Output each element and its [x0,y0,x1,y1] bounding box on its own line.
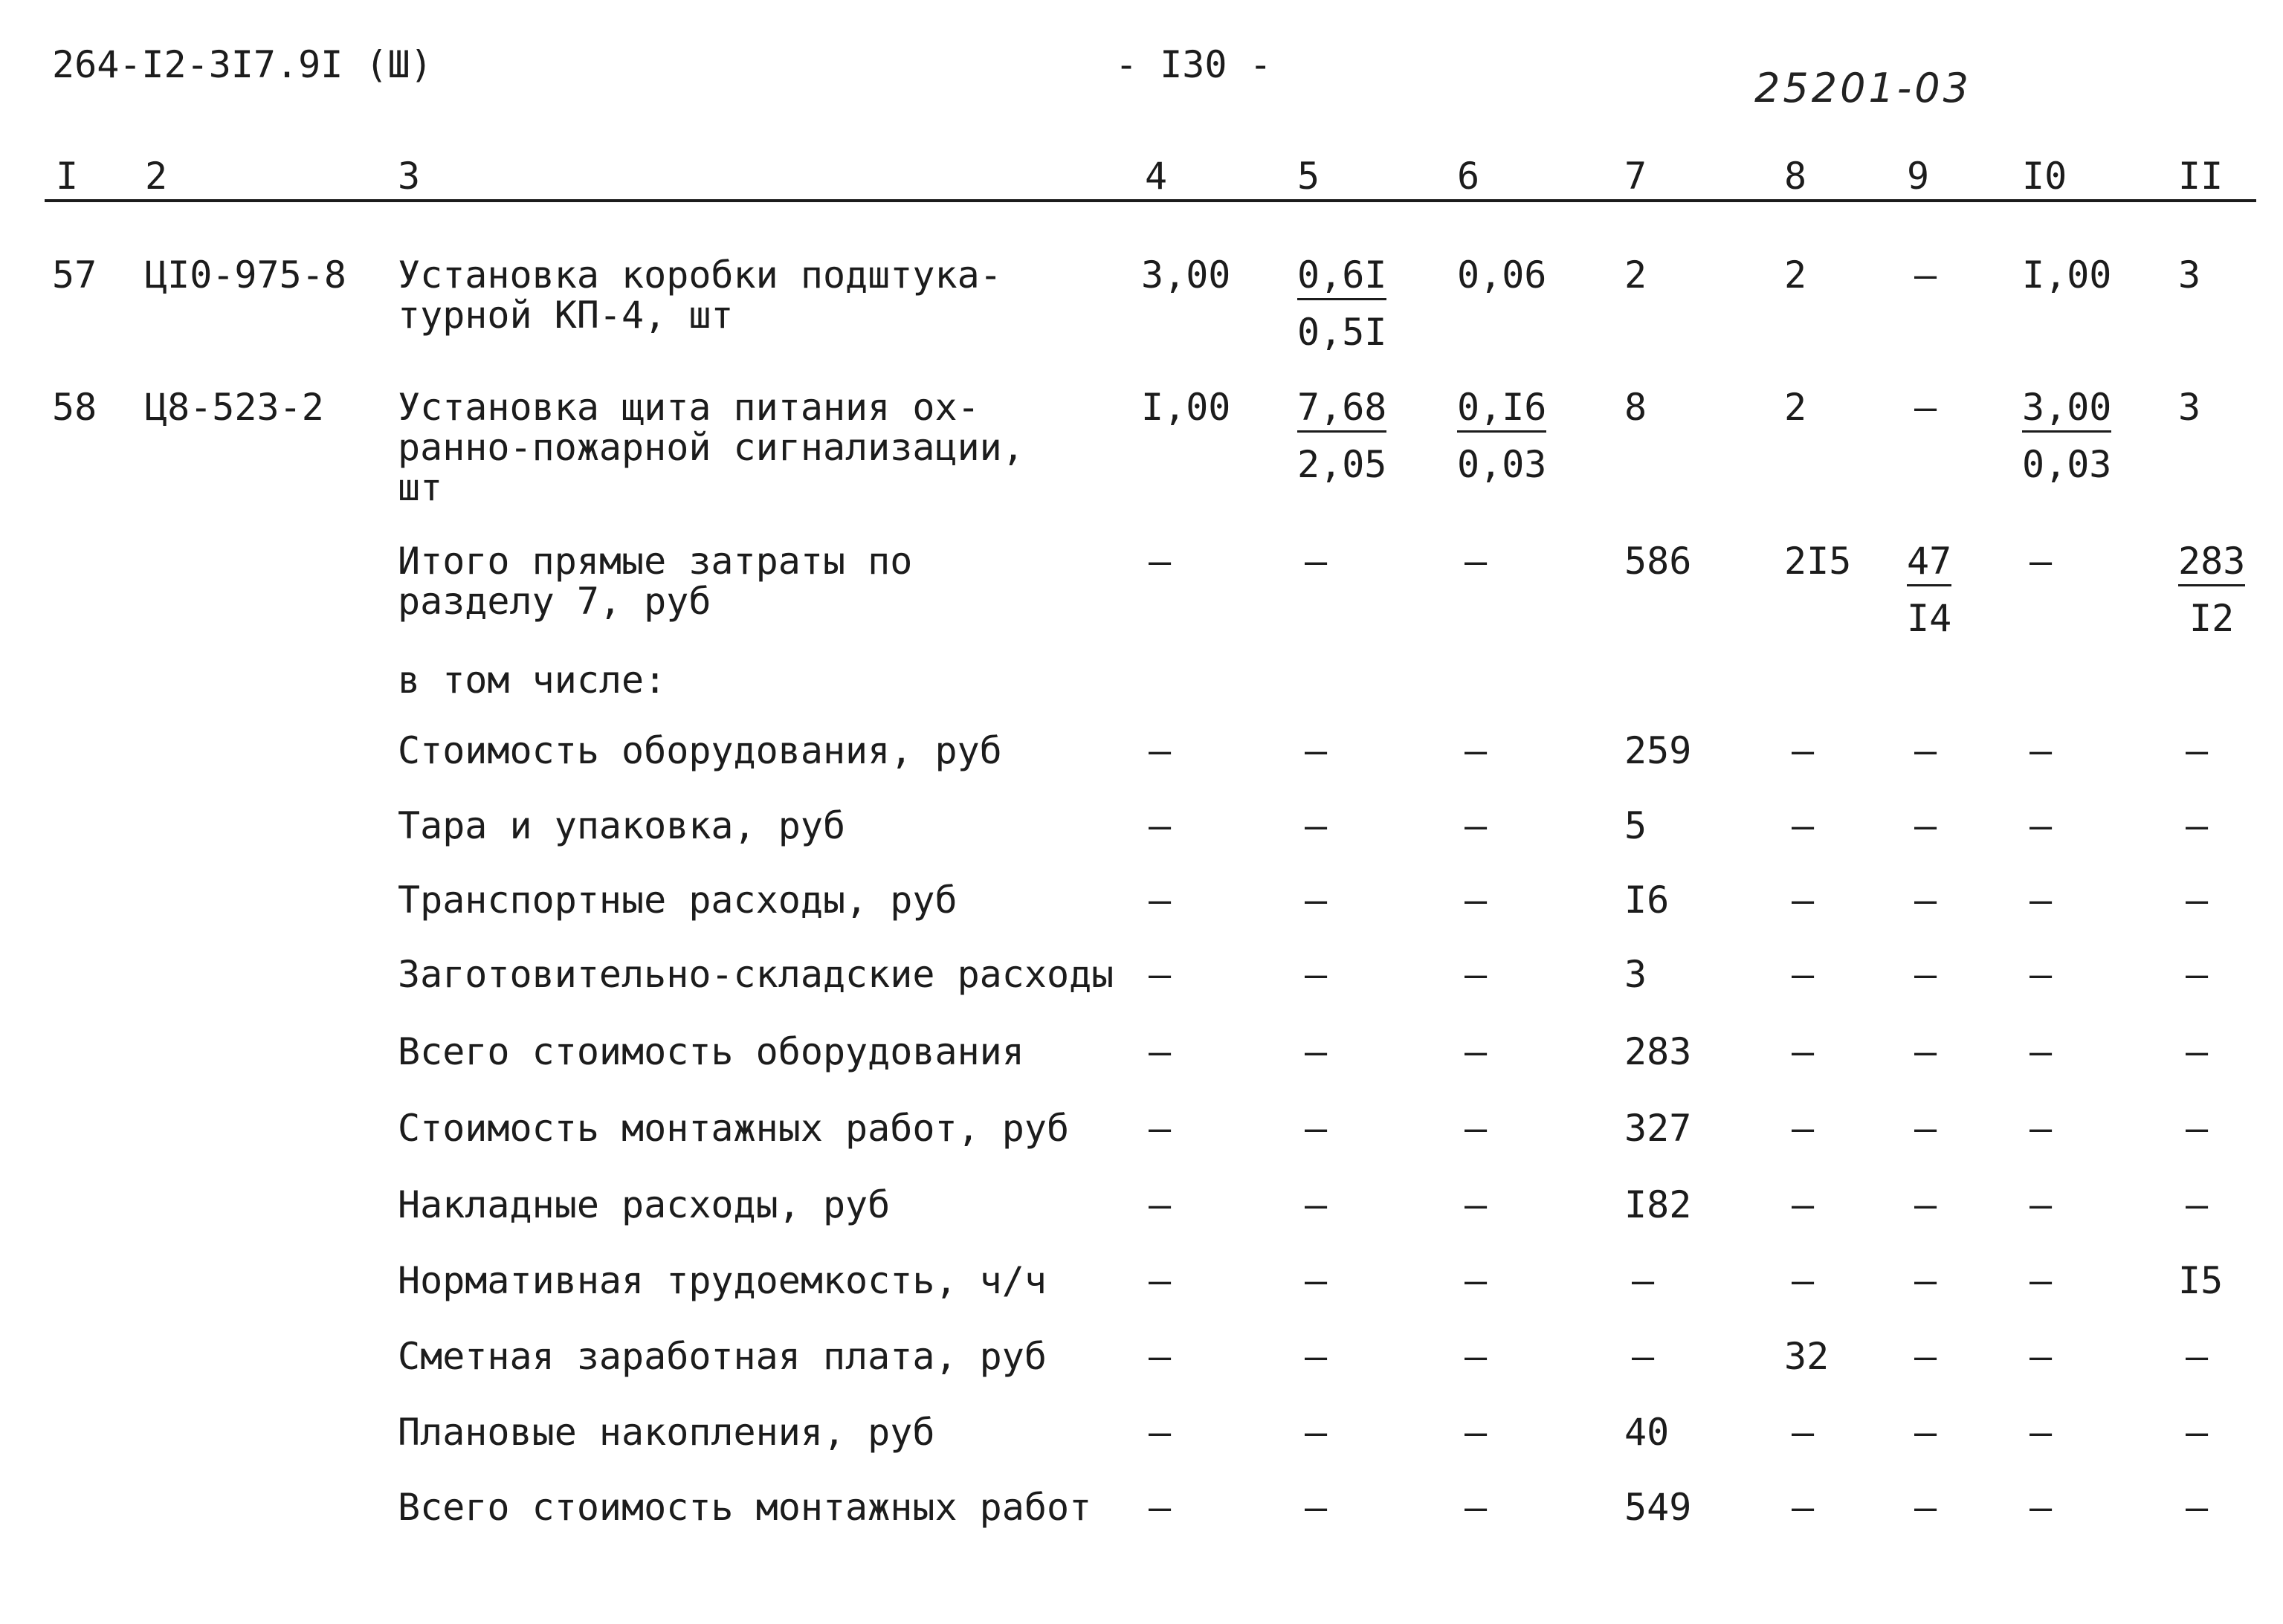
total-c9 [1907,540,1952,640]
summary-c8: – [1792,1411,1815,1454]
summary-c10: – [2029,1107,2053,1150]
cell-c7: 2 [1624,253,1647,297]
column-header: 4 [1145,155,1168,198]
fraction-denominator: I4 [1907,597,1952,640]
summary-c9: – [1914,1107,1937,1150]
total-c10: – [2029,540,2053,583]
summary-c6: – [1465,953,1488,996]
summary-c8: – [1792,1030,1815,1073]
summary-c11: – [2186,804,2209,847]
column-header: I0 [2022,155,2067,198]
summary-c9: – [1914,1183,1937,1226]
summary-c10: – [2029,1411,2053,1454]
summary-c8: – [1792,1107,1815,1150]
summary-c8: – [1792,1259,1815,1302]
fraction-numerator: 283 [2178,543,2245,586]
summary-c5: – [1305,1259,1328,1302]
summary-c11: – [2186,1107,2209,1150]
fraction-denominator: 2,05 [1297,443,1387,486]
summary-label: Сметная заработная плата, руб [398,1335,1047,1378]
total-c5: – [1305,540,1328,583]
summary-c5: – [1305,953,1328,996]
summary-c9: – [1914,1486,1937,1529]
summary-label: Стоимость оборудования, руб [398,729,1002,772]
cell-c10: I,00 [2022,253,2112,297]
summary-c4: – [1149,1183,1172,1226]
summary-c5: – [1305,1030,1328,1073]
summary-c4: – [1149,1259,1172,1302]
total-c6: – [1465,540,1488,583]
summary-c6: – [1465,1183,1488,1226]
summary-c7: I6 [1624,879,1670,922]
item-code: ЦI0-975-8 [145,253,346,297]
cell-c4: I,00 [1141,386,1231,429]
cell-c6: 0,06 [1457,253,1547,297]
total-c4: – [1149,540,1172,583]
summary-c7: 549 [1624,1486,1692,1529]
cell-c8: 2 [1784,386,1807,429]
cell-c9: – [1914,386,1937,429]
item-number: 57 [52,253,97,297]
summary-c9: – [1914,1335,1937,1378]
summary-c7: – [1632,1335,1655,1378]
summary-label: Стоимость монтажных работ, руб [398,1107,1070,1150]
fraction-numerator: 0,6I [1297,256,1386,300]
item-description [398,387,1024,508]
summary-label: Плановые накопления, руб [398,1411,935,1454]
summary-c8: 32 [1784,1335,1830,1378]
column-header: I [56,155,79,198]
summary-label: Транспортные расходы, руб [398,879,958,922]
summary-c5: – [1305,804,1328,847]
summary-c9: – [1914,1030,1937,1073]
column-header: 2 [145,155,168,198]
column-header: 9 [1907,155,1930,198]
summary-label: Всего стоимость монтажных работ [398,1486,1092,1529]
summary-c7: 259 [1624,729,1692,772]
description-line: Установка щита питания ох- [398,386,980,429]
column-header: 6 [1457,155,1480,198]
cell-c11: 3 [2178,386,2201,429]
summary-c9: – [1914,729,1937,772]
summary-c4: – [1149,879,1172,922]
summary-c7: – [1632,1259,1655,1302]
summary-c5: – [1305,1183,1328,1226]
summary-c11: – [2186,879,2209,922]
summary-c8: – [1792,953,1815,996]
summary-c5: – [1305,879,1328,922]
summary-c4: – [1149,1335,1172,1378]
summary-c5: – [1305,1411,1328,1454]
cell-c11: 3 [2178,253,2201,297]
cell-c8: 2 [1784,253,1807,297]
summary-c7: I82 [1624,1183,1692,1226]
total-description [398,541,912,621]
summary-c4: – [1149,1030,1172,1073]
summary-c9: – [1914,1259,1937,1302]
item-code: Ц8-523-2 [145,386,324,429]
summary-c7: 5 [1624,804,1647,847]
summary-c9: – [1914,879,1937,922]
summary-c6: – [1465,804,1488,847]
cell-c9: – [1914,253,1937,297]
summary-c6: – [1465,1486,1488,1529]
summary-c9: – [1914,1411,1937,1454]
fraction-denominator: I2 [2189,597,2235,640]
summary-c5: – [1305,1486,1328,1529]
fraction-numerator: 7,68 [1297,389,1386,433]
summary-label: Заготовительно-складские расходы [398,953,1114,996]
total-c7: 586 [1624,540,1692,583]
column-header: 5 [1297,155,1320,198]
description-line: шт [398,466,443,509]
summary-c11: – [2186,1335,2209,1378]
summary-c10: – [2029,1259,2053,1302]
summary-c5: – [1305,729,1328,772]
header-rule [45,199,2256,202]
summary-c4: – [1149,1107,1172,1150]
summary-c8: – [1792,879,1815,922]
cell-c5 [1297,253,1387,354]
summary-c11: – [2186,729,2209,772]
summary-c11: – [2186,1183,2209,1226]
summary-c11: I5 [2178,1259,2224,1302]
summary-c4: – [1149,729,1172,772]
summary-c10: – [2029,729,2053,772]
summary-c8: – [1792,804,1815,847]
summary-c4: – [1149,953,1172,996]
summary-c10: – [2029,804,2053,847]
description-line: Итого прямые затраты по [398,540,913,583]
summary-c6: – [1465,1335,1488,1378]
cell-c10 [2022,386,2112,486]
column-header: 7 [1624,155,1647,198]
summary-c7: 40 [1624,1411,1670,1454]
summary-c11: – [2186,1411,2209,1454]
summary-label: Накладные расходы, руб [398,1183,891,1226]
summary-c11: – [2186,1486,2209,1529]
summary-c9: – [1914,804,1937,847]
summary-c8: – [1792,729,1815,772]
summary-c10: – [2029,1335,2053,1378]
summary-c6: – [1465,1259,1488,1302]
fraction-denominator: 0,5I [1297,311,1387,354]
summary-c10: – [2029,1030,2053,1073]
item-number: 58 [52,386,97,429]
summary-c4: – [1149,804,1172,847]
summary-c6: – [1465,1411,1488,1454]
column-header: II [2178,155,2224,198]
summary-c10: – [2029,953,2053,996]
column-header: 8 [1784,155,1807,198]
summary-c10: – [2029,1486,2053,1529]
cell-c4: 3,00 [1141,253,1231,297]
summary-c4: – [1149,1486,1172,1529]
summary-c6: – [1465,1030,1488,1073]
column-header: 3 [398,155,421,198]
document-code: 264-I2-3I7.9I (Ш) [52,43,433,86]
page-number: - I30 - [1115,43,1272,86]
description-line: Установка коробки подштука- [398,253,1002,297]
cell-c5 [1297,386,1387,486]
description-line: турной КП-4, шт [398,294,734,337]
fraction-denominator: 0,03 [1457,443,1547,486]
description-line: ранно-пожарной сигнализации, [398,426,1024,469]
fraction-numerator: 0,I6 [1457,389,1546,433]
summary-label: Всего стоимость оборудования [398,1030,1024,1073]
summary-c6: – [1465,729,1488,772]
summary-label: Нормативная трудоемкость, ч/ч [398,1259,1047,1302]
summary-c6: – [1465,879,1488,922]
cell-c6 [1457,386,1547,486]
total-c8: 2I5 [1784,540,1852,583]
summary-c4: – [1149,1411,1172,1454]
summary-label: Тара и упаковка, руб [398,804,846,847]
fraction-numerator: 3,00 [2022,389,2111,433]
summary-c5: – [1305,1335,1328,1378]
summary-c11: – [2186,953,2209,996]
summary-c7: 327 [1624,1107,1692,1150]
including-label: в том числе: [398,659,667,702]
summary-c6: – [1465,1107,1488,1150]
summary-c8: – [1792,1486,1815,1529]
total-c11 [2178,540,2246,640]
summary-c7: 283 [1624,1030,1692,1073]
summary-c7: 3 [1624,953,1647,996]
summary-c8: – [1792,1183,1815,1226]
summary-c9: – [1914,953,1937,996]
fraction-denominator: 0,03 [2022,443,2112,486]
summary-c10: – [2029,879,2053,922]
summary-c11: – [2186,1030,2209,1073]
cell-c7: 8 [1624,386,1647,429]
description-line: разделу 7, руб [398,580,711,623]
summary-c5: – [1305,1107,1328,1150]
item-description [398,255,1002,335]
fraction-numerator: 47 [1907,543,1951,586]
summary-c10: – [2029,1183,2053,1226]
handwritten-number: 25201-03 [1754,65,1972,111]
